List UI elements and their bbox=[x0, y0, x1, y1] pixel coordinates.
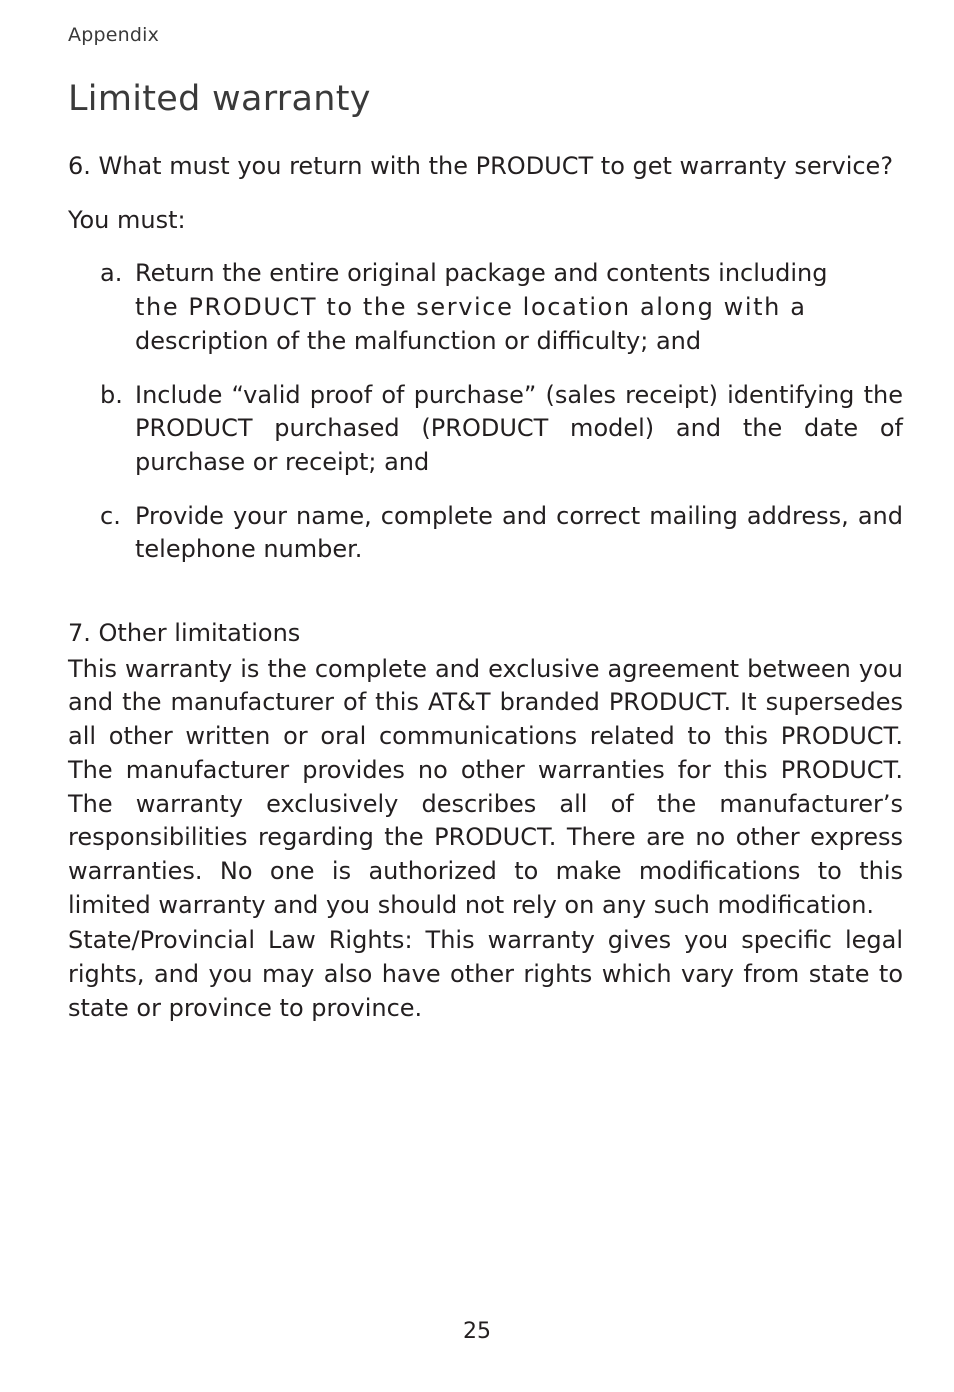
section-7-paragraph-1: This warranty is the complete and exclusive agreement between you and the manufacturer of this AT&T branded PRODUCT. It supersedes all other written or oral communications related to this PRODUCT. The manufacturer provides no other warranties for this PRODUCT. The warranty exclusively describes all of the manufacturer’s responsibilities regarding the PRODUCT. There are no other express warranties. No one is authorized to make modifications to this limited warranty and you should not rely on any such modification. bbox=[68, 654, 903, 919]
list-item bbox=[68, 257, 903, 358]
page-number: 25 bbox=[463, 1319, 491, 1344]
section-6-question: 6. What must you return with the PRODUCT to get warranty service? bbox=[68, 152, 894, 180]
requirements-list bbox=[68, 257, 903, 567]
section-7-heading: 7. Other limitations bbox=[68, 619, 301, 648]
section-7-paragraph-2: State/Provincial Law Rights: This warranty gives you specific legal rights, and you may also have other rights which vary from state to state or province to province. bbox=[68, 926, 903, 1022]
section-6-intro: You must: bbox=[68, 205, 186, 234]
list-item-text: Provide your name, complete and correct mailing address, and telephone number. bbox=[135, 501, 903, 564]
list-item-text-line1: Return the entire original package and contents including bbox=[135, 259, 828, 288]
list-item-text-line2: the PRODUCT to the service location along with a bbox=[135, 293, 807, 322]
list-item-text-line3: description of the malfunction or difficulty; and bbox=[135, 326, 702, 355]
list-marker: a. bbox=[100, 259, 123, 288]
list-marker: b. bbox=[100, 380, 123, 409]
list-item bbox=[68, 379, 903, 480]
page-title: Limited warranty bbox=[68, 79, 371, 119]
content-body bbox=[68, 150, 903, 1025]
section-label: Appendix bbox=[68, 24, 160, 46]
list-marker: c. bbox=[100, 501, 121, 530]
list-item bbox=[68, 500, 903, 567]
list-item-text: Include “valid proof of purchase” (sales receipt) identifying the PRODUCT purchased (PRODUCT model) and the date of purchase or receipt; and bbox=[135, 380, 903, 476]
